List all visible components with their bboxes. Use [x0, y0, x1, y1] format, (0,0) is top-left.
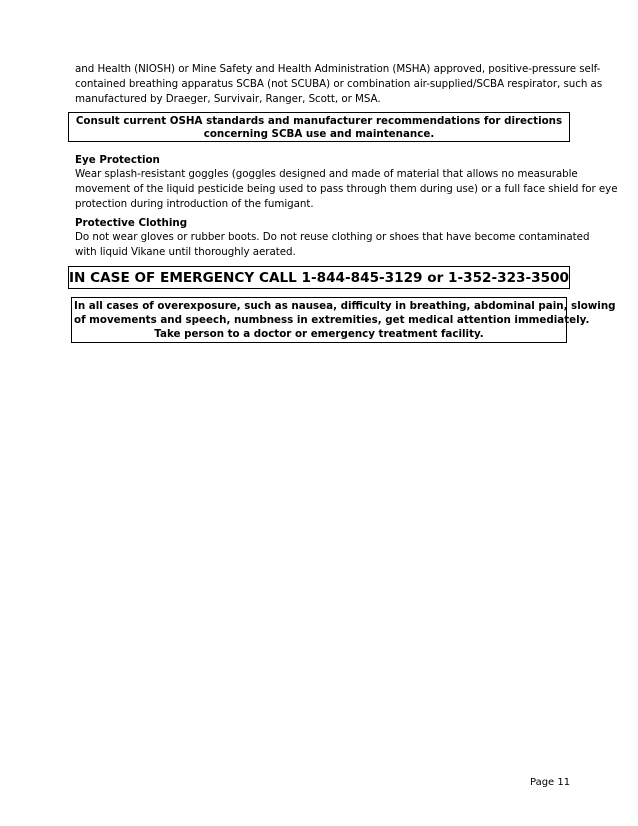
emergency-call-box [68, 266, 570, 289]
eye-protection-line: Wear splash-resistant goggles (goggles designed and made of material that allows no measurable [75, 168, 578, 180]
protective-clothing-paragraph [75, 230, 590, 260]
overexposure-line: In all cases of overexposure, such as nausea, difficulty in breathing, abdominal pain, slowing [74, 300, 616, 312]
eye-protection-line: movement of the liquid pesticide being used to pass through them during use) or a full face shield for eye [75, 183, 618, 195]
eye-protection-paragraph [75, 167, 618, 212]
page-number: Page 11 [530, 777, 571, 788]
osha-notice-box [68, 112, 570, 142]
intro-paragraph [75, 62, 603, 107]
protective-clothing-line: with liquid Vikane until thoroughly aerated. [75, 246, 296, 258]
osha-notice-line: Consult current OSHA standards and manufacturer recommendations for directions [75, 115, 563, 127]
eye-protection-line: protection during introduction of the fumigant. [75, 198, 314, 210]
protective-clothing-heading: Protective Clothing [75, 217, 188, 229]
emergency-call-text: IN CASE OF EMERGENCY CALL 1-844-845-3129 or 1-352-323-3500 [69, 270, 569, 286]
overexposure-line: of movements and speech, numbness in extremities, get medical attention immediately. [74, 314, 590, 326]
intro-line: manufactured by Draeger, Survivair, Ranger, Scott, or MSA. [75, 93, 381, 105]
protective-clothing-line: Do not wear gloves or rubber boots. Do not reuse clothing or shoes that have become contaminated [75, 231, 590, 243]
overexposure-line: Take person to a doctor or emergency treatment facility. [154, 328, 484, 340]
overexposure-box [71, 297, 616, 343]
osha-notice-line: concerning SCBA use and maintenance. [203, 128, 435, 140]
intro-line: and Health (NIOSH) or Mine Safety and Health Administration (MSHA) approved, positive-pressure self- [75, 63, 601, 75]
intro-line: contained breathing apparatus SCBA (not SCUBA) or combination air-supplied/SCBA respirator, such as [75, 78, 603, 90]
eye-protection-heading: Eye Protection [75, 154, 160, 166]
